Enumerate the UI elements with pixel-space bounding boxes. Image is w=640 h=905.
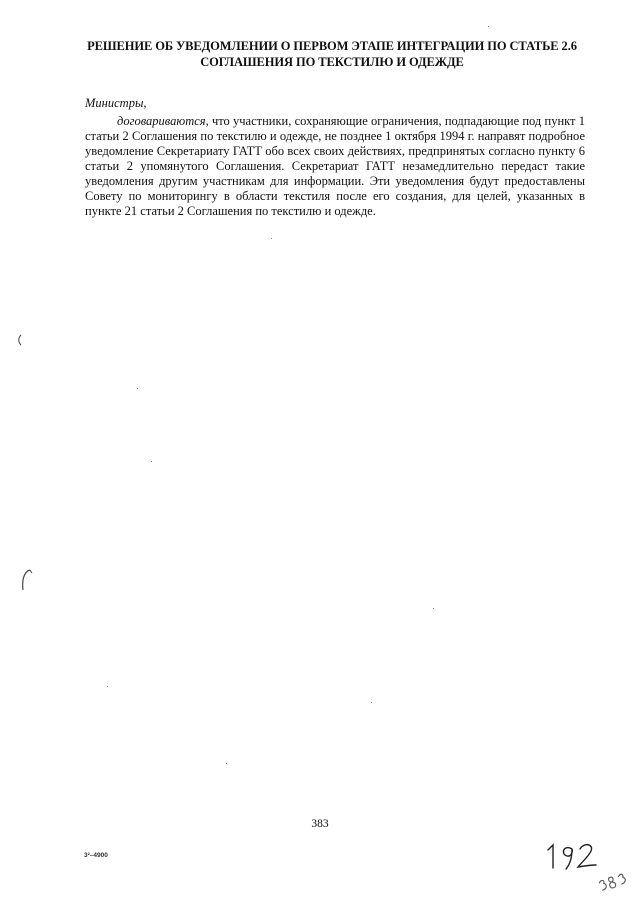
scan-speck xyxy=(151,461,152,462)
scan-speck xyxy=(271,238,272,239)
margin-scan-mark xyxy=(20,568,34,592)
page-number: 383 xyxy=(311,818,329,830)
scan-speck xyxy=(488,26,489,27)
document-body xyxy=(85,96,585,219)
operative-verb: договариваются, xyxy=(117,114,209,128)
scan-speck xyxy=(226,763,227,764)
margin-scan-mark xyxy=(16,334,24,346)
document-title: РЕШЕНИЕ ОБ УВЕДОМЛЕНИИ О ПЕРВОМ ЭТАПЕ ИНТЕГРАЦИИ ПО СТАТЬЕ 2.6 СОГЛАШЕНИЯ ПО ТЕКСТИЛЮ И ОДЕЖДЕ xyxy=(87,39,577,69)
scan-speck xyxy=(107,686,108,687)
addressee: Министры, xyxy=(85,96,147,110)
scan-speck xyxy=(433,608,434,609)
decision-paragraph xyxy=(85,114,585,219)
stamped-page-number xyxy=(594,872,630,894)
scan-speck xyxy=(137,388,138,389)
document-code: 3²–4900 xyxy=(84,852,108,859)
scan-speck xyxy=(371,702,372,703)
handwritten-page-number xyxy=(544,836,600,872)
paragraph-text: что участники, сохраняющие ограничения, подпадающие под пункт 1 статьи 2 Соглашения по текстилю и одежде, не позднее 1 октября 1994 г. направят подробное уведомление Секретариату ГАТТ обо всех своих действиях, предпринятых согласно пункту 6 статьи 2 упомянутого Соглашения. Секретариат ГАТТ незамедлительно передаст такие уведомления другим участникам для информации. Эти уведомления будут предоставлены Совету по мониторингу в области текстиля после его создания, для целей, указанных в пункте 21 статьи 2 Соглашения по текстилю и одежде. xyxy=(85,114,585,218)
